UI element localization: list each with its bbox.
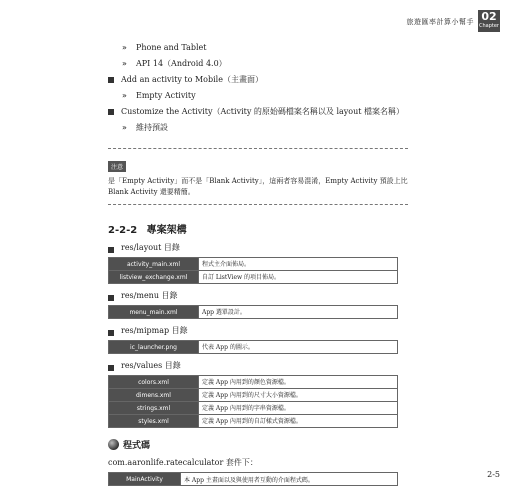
table-row bbox=[109, 258, 398, 271]
file-group bbox=[108, 242, 408, 284]
group-title: res/values 目錄 bbox=[121, 361, 181, 370]
file-table bbox=[108, 340, 398, 354]
square-bullet-icon bbox=[108, 365, 114, 371]
square-bullet-icon bbox=[108, 77, 114, 83]
file-desc-cell: 自訂 ListView 的項目佈局。 bbox=[199, 271, 398, 284]
list-subitem bbox=[108, 40, 408, 56]
section-heading bbox=[108, 221, 408, 236]
chapter-word: Chapter bbox=[479, 23, 499, 29]
list-subitem bbox=[108, 56, 408, 72]
chapter-header bbox=[407, 10, 501, 32]
group-title: res/mipmap 目錄 bbox=[121, 326, 188, 335]
table-row bbox=[109, 271, 398, 284]
file-group bbox=[108, 290, 408, 319]
group-title: res/menu 目錄 bbox=[121, 291, 178, 300]
sphere-bullet-icon bbox=[108, 439, 119, 450]
group-title: res/layout 目錄 bbox=[121, 243, 180, 252]
note-box bbox=[108, 148, 408, 205]
chapter-badge bbox=[478, 10, 500, 32]
file-name-cell: menu_main.xml bbox=[109, 306, 199, 319]
code-heading bbox=[108, 438, 408, 451]
table-row bbox=[109, 402, 398, 415]
subitem-text: 維持預設 bbox=[136, 123, 168, 132]
double-arrow-icon: » bbox=[122, 43, 127, 52]
subitem-text: Phone and Tablet bbox=[136, 43, 207, 52]
section-number: 2-2-2 bbox=[108, 225, 138, 236]
double-arrow-icon: » bbox=[122, 123, 127, 132]
code-table bbox=[108, 472, 398, 486]
table-row bbox=[109, 341, 398, 354]
file-name-cell: activity_main.xml bbox=[109, 258, 199, 271]
square-bullet-icon bbox=[108, 295, 114, 301]
file-name-cell: ic_launcher.png bbox=[109, 341, 199, 354]
item-text: Add an activity to Mobile（主畫面） bbox=[121, 75, 263, 84]
group-heading bbox=[108, 242, 408, 254]
subitem-text: Empty Activity bbox=[136, 91, 196, 100]
file-name-cell: listview_exchange.xml bbox=[109, 271, 199, 284]
class-desc-cell: 本 App 主畫面以及與使用者互動的介面程式碼。 bbox=[181, 473, 398, 486]
code-title: 程式碼 bbox=[123, 441, 151, 451]
file-desc-cell: 代表 App 的圖示。 bbox=[199, 341, 398, 354]
chapter-number: 02 bbox=[481, 10, 497, 23]
file-name-cell: colors.xml bbox=[109, 376, 199, 389]
table-row bbox=[109, 415, 398, 428]
list-subitem bbox=[108, 120, 408, 136]
file-desc-cell: 定義 App 內用到的顏色資源檔。 bbox=[199, 376, 398, 389]
table-row bbox=[109, 376, 398, 389]
table-row bbox=[109, 473, 398, 486]
item-text: Customize the Activity（Activity 的原始碼檔案名稱以及 layout 檔案名稱） bbox=[121, 107, 405, 116]
file-desc-cell: 定義 App 內用到的自訂樣式資源檔。 bbox=[199, 415, 398, 428]
list-item bbox=[108, 72, 408, 88]
note-label: 注意 bbox=[108, 161, 126, 172]
file-groups bbox=[108, 242, 408, 428]
table-row bbox=[109, 389, 398, 402]
note-text: 是「Empty Activity」而不是「Blank Activity」，這兩者容易混淆，Empty Activity 預設上比 Blank Activity 還要精簡。 bbox=[108, 177, 408, 196]
class-name-cell: MainActivity bbox=[109, 473, 181, 486]
file-name-cell: strings.xml bbox=[109, 402, 199, 415]
square-bullet-icon bbox=[108, 330, 114, 336]
square-bullet-icon bbox=[108, 109, 114, 115]
page-content bbox=[108, 40, 408, 486]
section-title: 專案架構 bbox=[146, 225, 187, 236]
table-row bbox=[109, 306, 398, 319]
double-arrow-icon: » bbox=[122, 91, 127, 100]
subitem-text: API 14（Android 4.0） bbox=[136, 59, 227, 68]
file-name-cell: dimens.xml bbox=[109, 389, 199, 402]
group-heading bbox=[108, 360, 408, 372]
file-table bbox=[108, 305, 398, 319]
file-desc-cell: 程式主介面佈局。 bbox=[199, 258, 398, 271]
file-desc-cell: App 選單設計。 bbox=[199, 306, 398, 319]
list-item bbox=[108, 104, 408, 120]
chapter-title: 旅遊匯率計算小幫手 bbox=[406, 18, 474, 26]
file-group bbox=[108, 360, 408, 428]
file-group bbox=[108, 325, 408, 354]
file-table bbox=[108, 257, 398, 284]
list-subitem bbox=[108, 88, 408, 104]
page-number: 2-5 bbox=[487, 470, 500, 479]
group-heading bbox=[108, 325, 408, 337]
group-heading bbox=[108, 290, 408, 302]
file-desc-cell: 定義 App 內用到的字串資源檔。 bbox=[199, 402, 398, 415]
double-arrow-icon: » bbox=[122, 59, 127, 68]
square-bullet-icon bbox=[108, 247, 114, 253]
file-desc-cell: 定義 App 內用到的尺寸大小資源檔。 bbox=[199, 389, 398, 402]
package-line: com.aaronlife.ratecalculator 套件下： bbox=[108, 458, 258, 467]
file-name-cell: styles.xml bbox=[109, 415, 199, 428]
file-table bbox=[108, 375, 398, 428]
